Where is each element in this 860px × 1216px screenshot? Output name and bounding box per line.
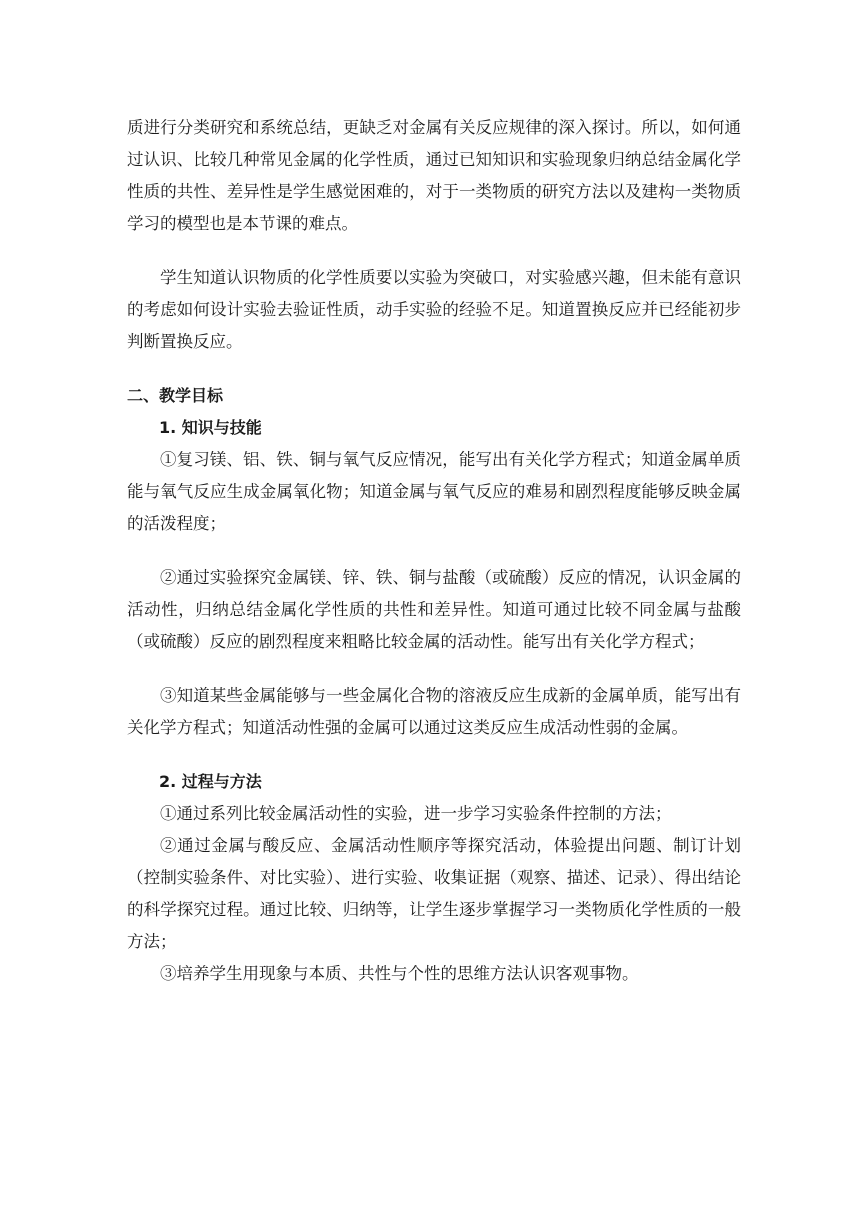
section-title-teaching-goals: 二、教学目标 [127,386,224,405]
process-item-3: ③培养学生用现象与本质、共性与个性的思维方法认识客观事物。 [160,964,639,983]
process-item-2: ②通过金属与酸反应、金属活动性顺序等探究活动，体验提出问题、制订计划（控制实验条件、对比实验）、进行实验、收集证据（观察、描述、记录）、得出结论的科学探究过程。通过比较、归纳等，让学生逐步掌握学习一类物质化学性质的一般方法； [127,836,741,951]
document-page [127,112,741,990]
process-item-1: ①通过系列比较金属活动性的实验，进一步学习实验条件控制的方法； [160,804,672,823]
knowledge-item-2: ②通过实验探究金属镁、锌、铁、铜与盐酸（或硫酸）反应的情况，认识金属的活动性，归纳总结金属化学性质的共性和差异性。知道可通过比较不同金属与盐酸（或硫酸）反应的剧烈程度来粗略比较金属的活动性。能写出有关化学方程式； [127,568,741,651]
paragraph-difficulty: 质进行分类研究和系统总结，更缺乏对金属有关反应规律的深入探讨。所以，如何通过认识、比较几种常见金属的化学性质，通过已知知识和实验现象归纳总结金属化学性质的共性、差异性是学生感觉困难的，对于一类物质的研究方法以及建构一类物质学习的模型也是本节课的难点。 [127,118,741,233]
knowledge-item-1: ①复习镁、铝、铁、铜与氧气反应情况，能写出有关化学方程式；知道金属单质能与氧气反应生成金属氧化物；知道金属与氧气反应的难易和剧烈程度能够反映金属的活泼程度； [127,450,741,533]
knowledge-item-3: ③知道某些金属能够与一些金属化合物的溶液反应生成新的金属单质，能写出有关化学方程式；知道活动性强的金属可以通过这类反应生成活动性弱的金属。 [127,686,741,737]
paragraph-student-status: 学生知道认识物质的化学性质要以实验为突破口，对实验感兴趣，但未能有意识的考虑如何设计实验去验证性质，动手实验的经验不足。知道置换反应并已经能初步判断置换反应。 [127,268,741,351]
subsection-title-process-methods: 2. 过程与方法 [159,772,262,791]
subsection-title-knowledge-skills: 1. 知识与技能 [159,418,262,437]
